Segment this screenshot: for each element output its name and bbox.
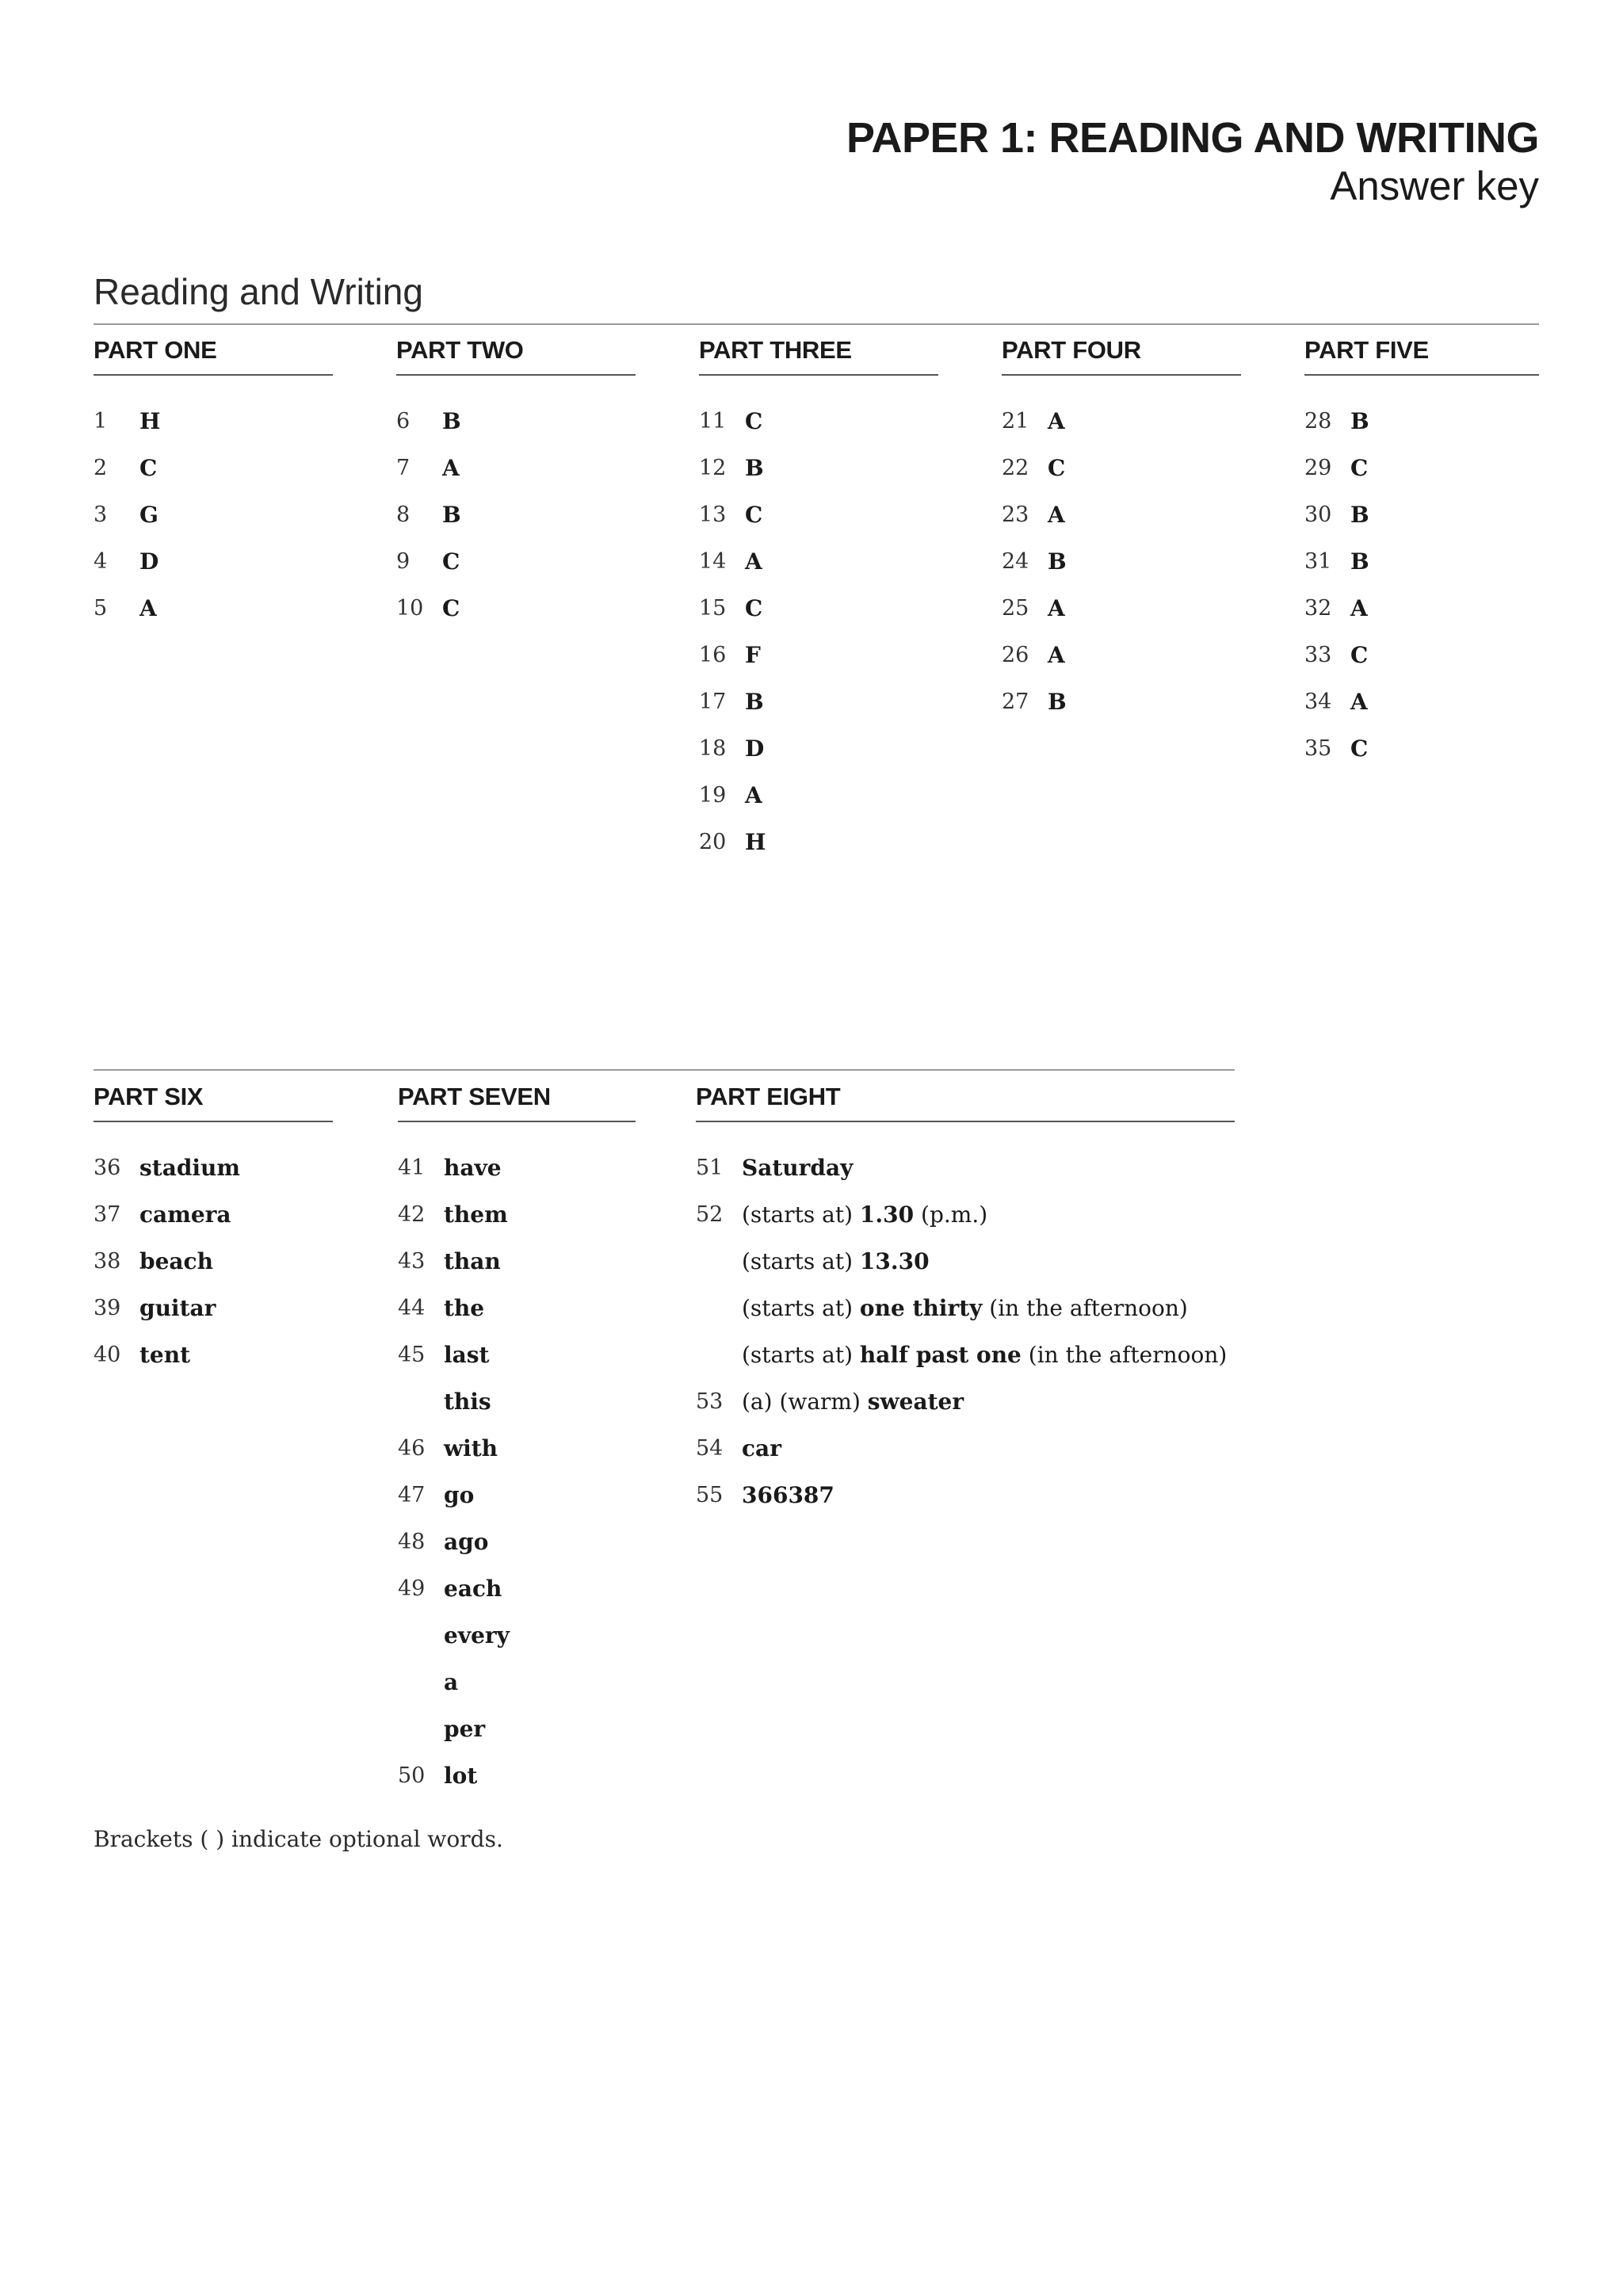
answer-row <box>1304 725 1539 772</box>
answer-part-column <box>396 325 636 632</box>
question-number: 50 <box>398 1763 426 1788</box>
question-number: 26 <box>1002 643 1029 667</box>
answer-key-word: B <box>442 408 461 434</box>
question-number: 40 <box>94 1343 121 1367</box>
answer-text <box>444 1155 502 1181</box>
answer-key-word: A <box>1048 642 1065 668</box>
question-number: 16 <box>699 643 727 667</box>
answer-key-word: B <box>745 689 764 715</box>
answer-row <box>396 585 636 632</box>
answer-key-word: F <box>745 642 761 668</box>
answer-key-word: C <box>1350 642 1369 668</box>
answer-row <box>396 398 636 445</box>
answer-key-word: A <box>745 548 762 575</box>
answer-key-word: B <box>442 502 461 528</box>
answer-text <box>444 1342 489 1368</box>
answer-key-word: lot <box>444 1763 478 1789</box>
answer-row <box>1002 678 1241 725</box>
part-heading: PART SEVEN <box>398 1072 636 1122</box>
answer-text <box>444 1248 501 1274</box>
question-number: 1 <box>94 409 108 434</box>
answer-text <box>742 1201 987 1228</box>
answer-text <box>1048 502 1065 528</box>
answer-row <box>398 1612 636 1659</box>
question-number: 31 <box>1304 549 1332 574</box>
answer-key-word: G <box>139 502 158 528</box>
answer-row <box>398 1331 636 1378</box>
answer-part-column <box>699 325 938 865</box>
answer-row <box>396 538 636 585</box>
answer-text <box>745 502 762 528</box>
answer-part-column <box>398 1072 636 1799</box>
answer-key-word: ago <box>444 1529 489 1555</box>
answer-key-word: C <box>442 595 460 621</box>
answer-row <box>699 398 938 445</box>
answer-row <box>696 1144 1235 1191</box>
question-number: 23 <box>1002 502 1029 527</box>
answer-row <box>699 585 938 632</box>
answer-text <box>742 1342 1227 1368</box>
answer-text <box>442 408 461 434</box>
answer-row <box>1002 585 1241 632</box>
answer-row <box>398 1378 636 1425</box>
question-number: 4 <box>94 549 108 574</box>
answer-key-word: the <box>444 1295 485 1321</box>
question-number: 48 <box>398 1530 426 1554</box>
answer-key-word: sweater <box>867 1389 964 1415</box>
question-number: 20 <box>699 830 727 854</box>
answer-key-word: with <box>444 1435 498 1461</box>
answer-text <box>1350 595 1368 621</box>
answer-key-word: A <box>442 455 460 481</box>
question-number: 10 <box>396 596 424 621</box>
answer-text <box>1350 408 1369 434</box>
part-heading: PART EIGHT <box>696 1072 1235 1122</box>
answer-text <box>444 1716 485 1742</box>
answer-text <box>442 455 460 481</box>
answer-key-word: A <box>1350 689 1368 715</box>
answer-key-word: C <box>745 502 763 528</box>
question-number: 8 <box>396 502 411 527</box>
answer-key-word: C <box>745 595 763 621</box>
question-number: 12 <box>699 456 727 480</box>
answer-text <box>745 595 762 621</box>
answer-key-word: B <box>1048 689 1067 715</box>
answer-row <box>398 1565 636 1612</box>
answer-text <box>139 408 160 434</box>
answer-key-word: A <box>1350 595 1368 621</box>
question-number: 45 <box>398 1343 426 1367</box>
question-number: 17 <box>699 690 727 714</box>
answer-text <box>745 689 764 715</box>
answer-row <box>398 1472 636 1519</box>
answer-key-word: C <box>442 548 460 575</box>
question-number: 33 <box>1304 643 1332 667</box>
answer-row <box>398 1285 636 1331</box>
answer-text <box>745 408 762 434</box>
answer-text <box>745 782 762 808</box>
answer-part-column <box>696 1072 1235 1519</box>
page-subtitle: Answer key <box>1330 163 1539 208</box>
answer-row <box>1304 445 1539 491</box>
answer-key-word: B <box>1350 548 1369 575</box>
answer-key-word: stadium <box>139 1155 241 1181</box>
answer-row <box>1002 632 1241 678</box>
part-heading: PART ONE <box>94 325 333 376</box>
answer-text <box>139 595 157 621</box>
answer-row <box>396 445 636 491</box>
answer-key-word: A <box>1048 595 1065 621</box>
answer-row <box>396 491 636 538</box>
answer-row <box>94 1285 333 1331</box>
answer-text <box>1048 689 1067 715</box>
answer-text <box>1048 595 1065 621</box>
question-number: 28 <box>1304 409 1332 434</box>
answer-key-word: beach <box>139 1248 213 1274</box>
question-number: 6 <box>396 409 411 434</box>
answer-key-word: C <box>1350 455 1369 481</box>
section-title: Reading and Writing <box>94 271 423 312</box>
question-number: 3 <box>94 502 108 527</box>
section-divider-middle <box>94 1069 1235 1071</box>
question-number: 24 <box>1002 549 1029 574</box>
answer-key-word: B <box>745 455 764 481</box>
answer-key-word: have <box>444 1155 502 1181</box>
answer-key-word: half past one <box>859 1342 1022 1368</box>
answer-row <box>398 1144 636 1191</box>
answer-text <box>1048 642 1065 668</box>
question-number: 35 <box>1304 736 1332 761</box>
question-number: 25 <box>1002 596 1029 621</box>
answer-key-word: D <box>139 548 159 575</box>
answer-optional-text: (starts at) <box>742 1201 860 1228</box>
answer-row <box>398 1659 636 1706</box>
answer-key-word: tent <box>139 1342 191 1368</box>
answer-optional-text: (starts at) <box>742 1248 860 1274</box>
answer-key-word: C <box>1350 735 1369 762</box>
answer-key-word: B <box>1350 502 1369 528</box>
answer-key-word: car <box>742 1435 781 1461</box>
part-heading: PART TWO <box>396 325 636 376</box>
answer-key-word: one thirty <box>859 1295 983 1321</box>
question-number: 19 <box>699 783 727 808</box>
question-number: 13 <box>699 502 727 527</box>
answer-row <box>94 1144 333 1191</box>
answer-row <box>94 1331 333 1378</box>
answer-text <box>139 1342 190 1368</box>
answer-text <box>745 548 762 575</box>
answer-key-word: B <box>1048 548 1067 575</box>
answer-text <box>139 502 158 528</box>
answer-text <box>444 1529 488 1555</box>
answer-key-word: last <box>444 1342 490 1368</box>
answer-text <box>139 1248 213 1274</box>
answer-row <box>94 398 333 445</box>
question-number: 54 <box>696 1436 724 1461</box>
answer-list <box>696 1144 1235 1519</box>
question-number: 37 <box>94 1202 121 1227</box>
answer-row <box>699 538 938 585</box>
question-number: 2 <box>94 456 108 480</box>
part-heading: PART SIX <box>94 1072 333 1122</box>
answer-text <box>742 1248 930 1274</box>
question-number: 52 <box>696 1202 724 1227</box>
question-number: 15 <box>699 596 727 621</box>
answer-optional-text: (starts at) <box>742 1295 860 1321</box>
answer-key-word: C <box>1048 455 1066 481</box>
answer-key-word: each <box>444 1576 502 1602</box>
answer-row <box>398 1519 636 1565</box>
answer-row <box>1304 538 1539 585</box>
question-number: 14 <box>699 549 727 574</box>
answer-key-word: A <box>1048 408 1065 434</box>
question-number: 46 <box>398 1436 426 1461</box>
answer-text <box>742 1389 964 1415</box>
answer-row <box>696 1285 1235 1331</box>
answer-text <box>742 1435 781 1461</box>
answer-text <box>742 1155 853 1181</box>
part-heading: PART FOUR <box>1002 325 1241 376</box>
answer-row <box>1002 491 1241 538</box>
answer-text <box>139 455 157 481</box>
answer-row <box>699 772 938 819</box>
answer-row <box>1002 398 1241 445</box>
answer-text <box>139 1155 240 1181</box>
question-number: 36 <box>94 1156 121 1180</box>
answer-row <box>398 1238 636 1285</box>
answer-key-word: a <box>444 1669 459 1695</box>
answer-part-column <box>94 325 333 632</box>
question-number: 55 <box>696 1483 724 1507</box>
answer-key-word: Saturday <box>742 1155 854 1181</box>
answer-row <box>1304 678 1539 725</box>
answer-row <box>398 1752 636 1799</box>
answer-row <box>699 678 938 725</box>
answer-part-column <box>94 1072 333 1378</box>
answer-text <box>742 1482 834 1508</box>
answer-key-word: them <box>444 1201 508 1228</box>
answer-key-word: C <box>745 408 763 434</box>
question-number: 21 <box>1002 409 1029 434</box>
question-number: 47 <box>398 1483 426 1507</box>
answer-text <box>444 1622 510 1648</box>
answer-row <box>699 445 938 491</box>
answer-text <box>745 642 761 668</box>
answer-key-word: every <box>444 1622 510 1648</box>
answer-row <box>1304 491 1539 538</box>
answer-row <box>398 1425 636 1472</box>
answer-text <box>444 1576 502 1602</box>
question-number: 49 <box>398 1576 426 1601</box>
answer-text <box>1350 689 1368 715</box>
answer-key-word: H <box>745 829 766 855</box>
answer-row <box>696 1378 1235 1425</box>
question-number: 22 <box>1002 456 1029 480</box>
answer-text <box>139 1295 216 1321</box>
question-number: 34 <box>1304 690 1332 714</box>
question-number: 42 <box>398 1202 426 1227</box>
answer-key-word: H <box>139 408 161 434</box>
answer-row <box>94 585 333 632</box>
answer-optional-text: (in the afternoon) <box>1021 1342 1228 1368</box>
answer-optional-text: (a) (warm) <box>742 1389 868 1415</box>
answer-text <box>745 455 764 481</box>
page-title: PAPER 1: READING AND WRITING <box>846 114 1539 162</box>
answer-text <box>1048 408 1065 434</box>
question-number: 18 <box>699 736 727 761</box>
question-number: 41 <box>398 1156 426 1180</box>
answer-key-word: A <box>139 595 157 621</box>
answer-text <box>444 1482 474 1508</box>
answer-row <box>94 1191 333 1238</box>
question-number: 30 <box>1304 502 1332 527</box>
answer-key-word: C <box>139 455 158 481</box>
answer-text <box>1350 548 1369 575</box>
answer-list <box>699 398 938 865</box>
answer-row <box>1304 585 1539 632</box>
question-number: 43 <box>398 1249 426 1274</box>
answer-key-word: this <box>444 1389 491 1415</box>
answer-key-word: go <box>444 1482 475 1508</box>
answer-key-word: camera <box>139 1201 231 1228</box>
answer-list <box>94 398 333 632</box>
answer-row <box>398 1191 636 1238</box>
part-heading: PART FIVE <box>1304 325 1539 376</box>
answer-text <box>1048 548 1067 575</box>
answer-text <box>1350 502 1369 528</box>
answer-list <box>1002 398 1241 725</box>
answer-key-word: 366387 <box>742 1482 834 1508</box>
answer-row <box>1002 538 1241 585</box>
answer-text <box>442 595 460 621</box>
page-header <box>846 113 1539 209</box>
question-number: 51 <box>696 1156 724 1180</box>
answer-row <box>699 491 938 538</box>
question-number: 11 <box>699 409 727 434</box>
answer-key-word: guitar <box>139 1295 216 1321</box>
answer-text <box>444 1435 498 1461</box>
answer-row <box>696 1472 1235 1519</box>
answer-text <box>745 735 764 762</box>
answer-key-word: A <box>1048 502 1065 528</box>
answer-optional-text: (p.m.) <box>914 1201 988 1228</box>
answer-key-word: 13.30 <box>859 1248 930 1274</box>
question-number: 5 <box>94 596 108 621</box>
answer-optional-text: (starts at) <box>742 1342 860 1368</box>
answer-row <box>94 538 333 585</box>
answer-optional-text: (in the afternoon) <box>982 1295 1188 1321</box>
question-number: 38 <box>94 1249 121 1274</box>
question-number: 44 <box>398 1296 426 1320</box>
question-number: 7 <box>396 456 411 480</box>
answer-text <box>1048 455 1065 481</box>
answer-row <box>94 1238 333 1285</box>
answer-row <box>696 1331 1235 1378</box>
answer-row <box>1304 632 1539 678</box>
answer-text <box>742 1295 1188 1321</box>
answer-text <box>1350 735 1368 762</box>
answer-list <box>398 1144 636 1799</box>
answer-key-word: per <box>444 1716 486 1742</box>
answer-row <box>699 632 938 678</box>
answer-row <box>1002 445 1241 491</box>
answer-row <box>696 1191 1235 1238</box>
question-number: 29 <box>1304 456 1332 480</box>
answer-part-column <box>1304 325 1539 772</box>
answer-row <box>94 491 333 538</box>
part-heading: PART THREE <box>699 325 938 376</box>
answer-text <box>444 1201 508 1228</box>
answer-key-word: B <box>1350 408 1369 434</box>
answer-text <box>444 1389 491 1415</box>
answer-list <box>396 398 636 632</box>
answer-list <box>1304 398 1539 772</box>
answer-text <box>444 1295 484 1321</box>
answer-list <box>94 1144 333 1378</box>
answer-text <box>442 548 460 575</box>
answer-key-word: A <box>745 782 762 808</box>
answer-row <box>398 1706 636 1752</box>
answer-row <box>696 1238 1235 1285</box>
answer-row <box>1304 398 1539 445</box>
answer-text <box>444 1763 477 1789</box>
answer-text <box>1350 455 1368 481</box>
question-number: 27 <box>1002 690 1029 714</box>
answer-text <box>1350 642 1368 668</box>
footnote: Brackets ( ) indicate optional words. <box>94 1826 503 1852</box>
answer-part-column <box>1002 325 1241 725</box>
answer-text <box>444 1669 458 1695</box>
answer-key-word: D <box>745 735 765 762</box>
answer-text <box>745 829 766 855</box>
answer-text <box>139 1201 231 1228</box>
question-number: 9 <box>396 549 411 574</box>
answer-text <box>139 548 158 575</box>
answer-key-word: 1.30 <box>859 1201 915 1228</box>
answer-row <box>94 445 333 491</box>
answer-row <box>699 819 938 865</box>
answer-key-word: than <box>444 1248 501 1274</box>
question-number: 53 <box>696 1389 724 1414</box>
answer-row <box>699 725 938 772</box>
answer-row <box>696 1425 1235 1472</box>
answer-text <box>442 502 461 528</box>
question-number: 32 <box>1304 596 1332 621</box>
question-number: 39 <box>94 1296 121 1320</box>
